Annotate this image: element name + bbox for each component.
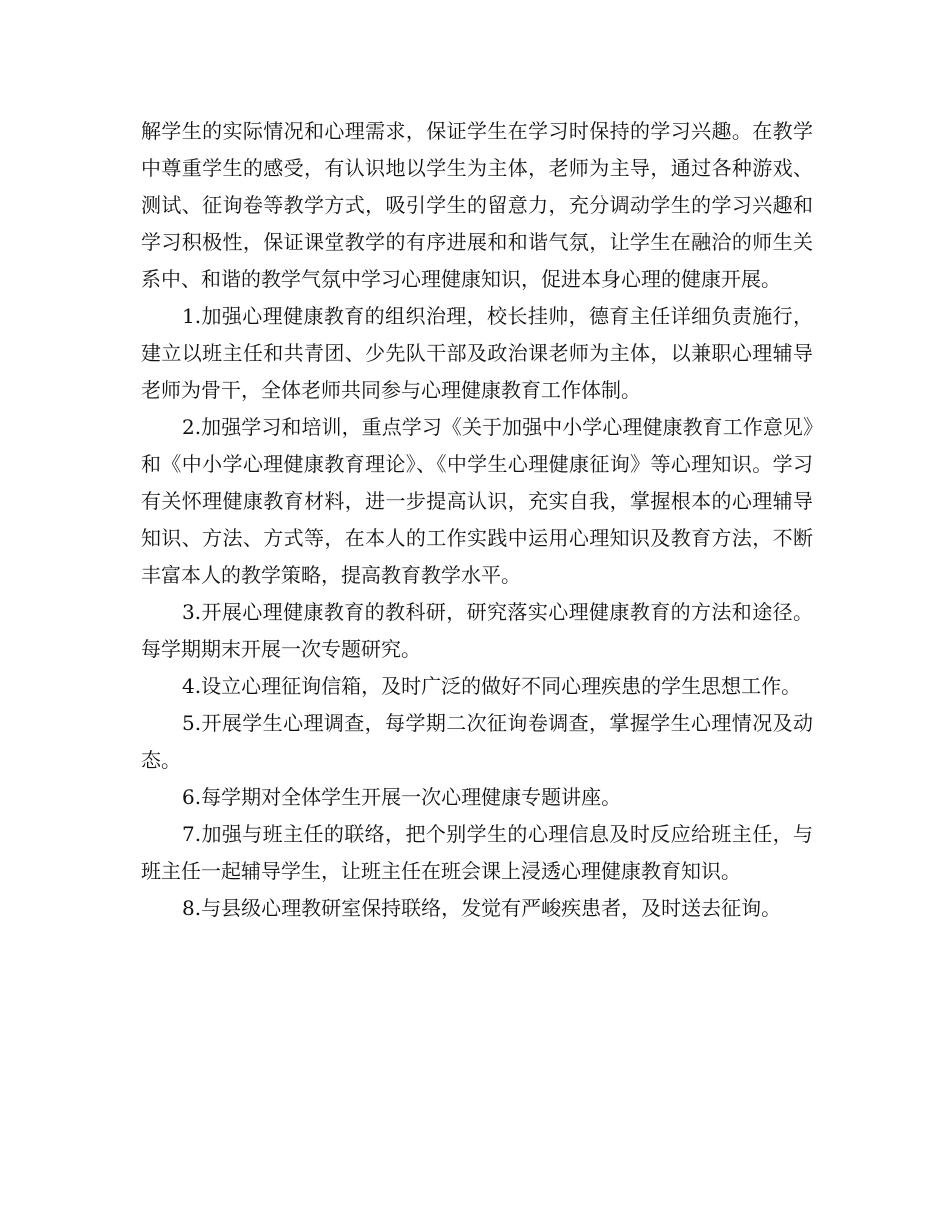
paragraph-item-7: 7.加强与班主任的联络，把个别学生的心理信息及时反应给班主任，与班主任一起辅导学生，让班主任在班会课上浸透心理健康教育知识。 xyxy=(141,822,813,883)
paragraph-item-1: 1.加强心理健康教育的组织治理，校长挂帅，德育主任详细负责施行，建立以班主任和共青团、少先队干部及政治课老师为主体，以兼职心理辅导老师为骨干，全体老师共同参与心理健康教育工作体制。 xyxy=(141,304,813,402)
paragraph-intro: 解学生的实际情况和心理需求，保证学生在学习时保持的学习兴趣。在教学中尊重学生的感受，有认识地以学生为主体，老师为主导，通过各种游戏、测试、征询卷等教学方式，吸引学生的留意力，充分调动学生的学习兴趣和学习积极性，保证课堂教学的有序进展和和谐气氛，让学生在融洽的师生关系中、和谐的教学气氛中学习心理健康知识，促进本身心理的健康开展。 xyxy=(141,119,813,291)
paragraph-item-3: 3.开展心理健康教育的教科研，研究落实心理健康教育的方法和途径。每学期期末开展一次专题研究。 xyxy=(141,600,813,661)
paragraph-item-6: 6.每学期对全体学生开展一次心理健康专题讲座。 xyxy=(182,785,622,809)
paragraph-item-2: 2.加强学习和培训，重点学习《关于加强中小学心理健康教育工作意见》和《中小学心理健康教育理论》、《中学生心理健康征询》等心理知识。学习有关怀理健康教育材料，进一步提高认识，充实自我，掌握根本的心理辅导知识、方法、方式等，在本人的工作实践中运用心理知识及教育方法，不断丰富本人的教学策略，提高教育教学水平。 xyxy=(141,415,813,587)
paragraph-item-8: 8.与县级心理教研室保持联络，发觉有严峻疾患者，及时送去征询。 xyxy=(182,896,782,920)
document-body xyxy=(141,113,813,927)
paragraph-item-5: 5.开展学生心理调查，每学期二次征询卷调查，掌握学生心理情况及动态。 xyxy=(141,711,813,772)
paragraph-item-4: 4.设立心理征询信箱，及时广泛的做好不同心理疾患的学生思想工作。 xyxy=(182,674,802,698)
